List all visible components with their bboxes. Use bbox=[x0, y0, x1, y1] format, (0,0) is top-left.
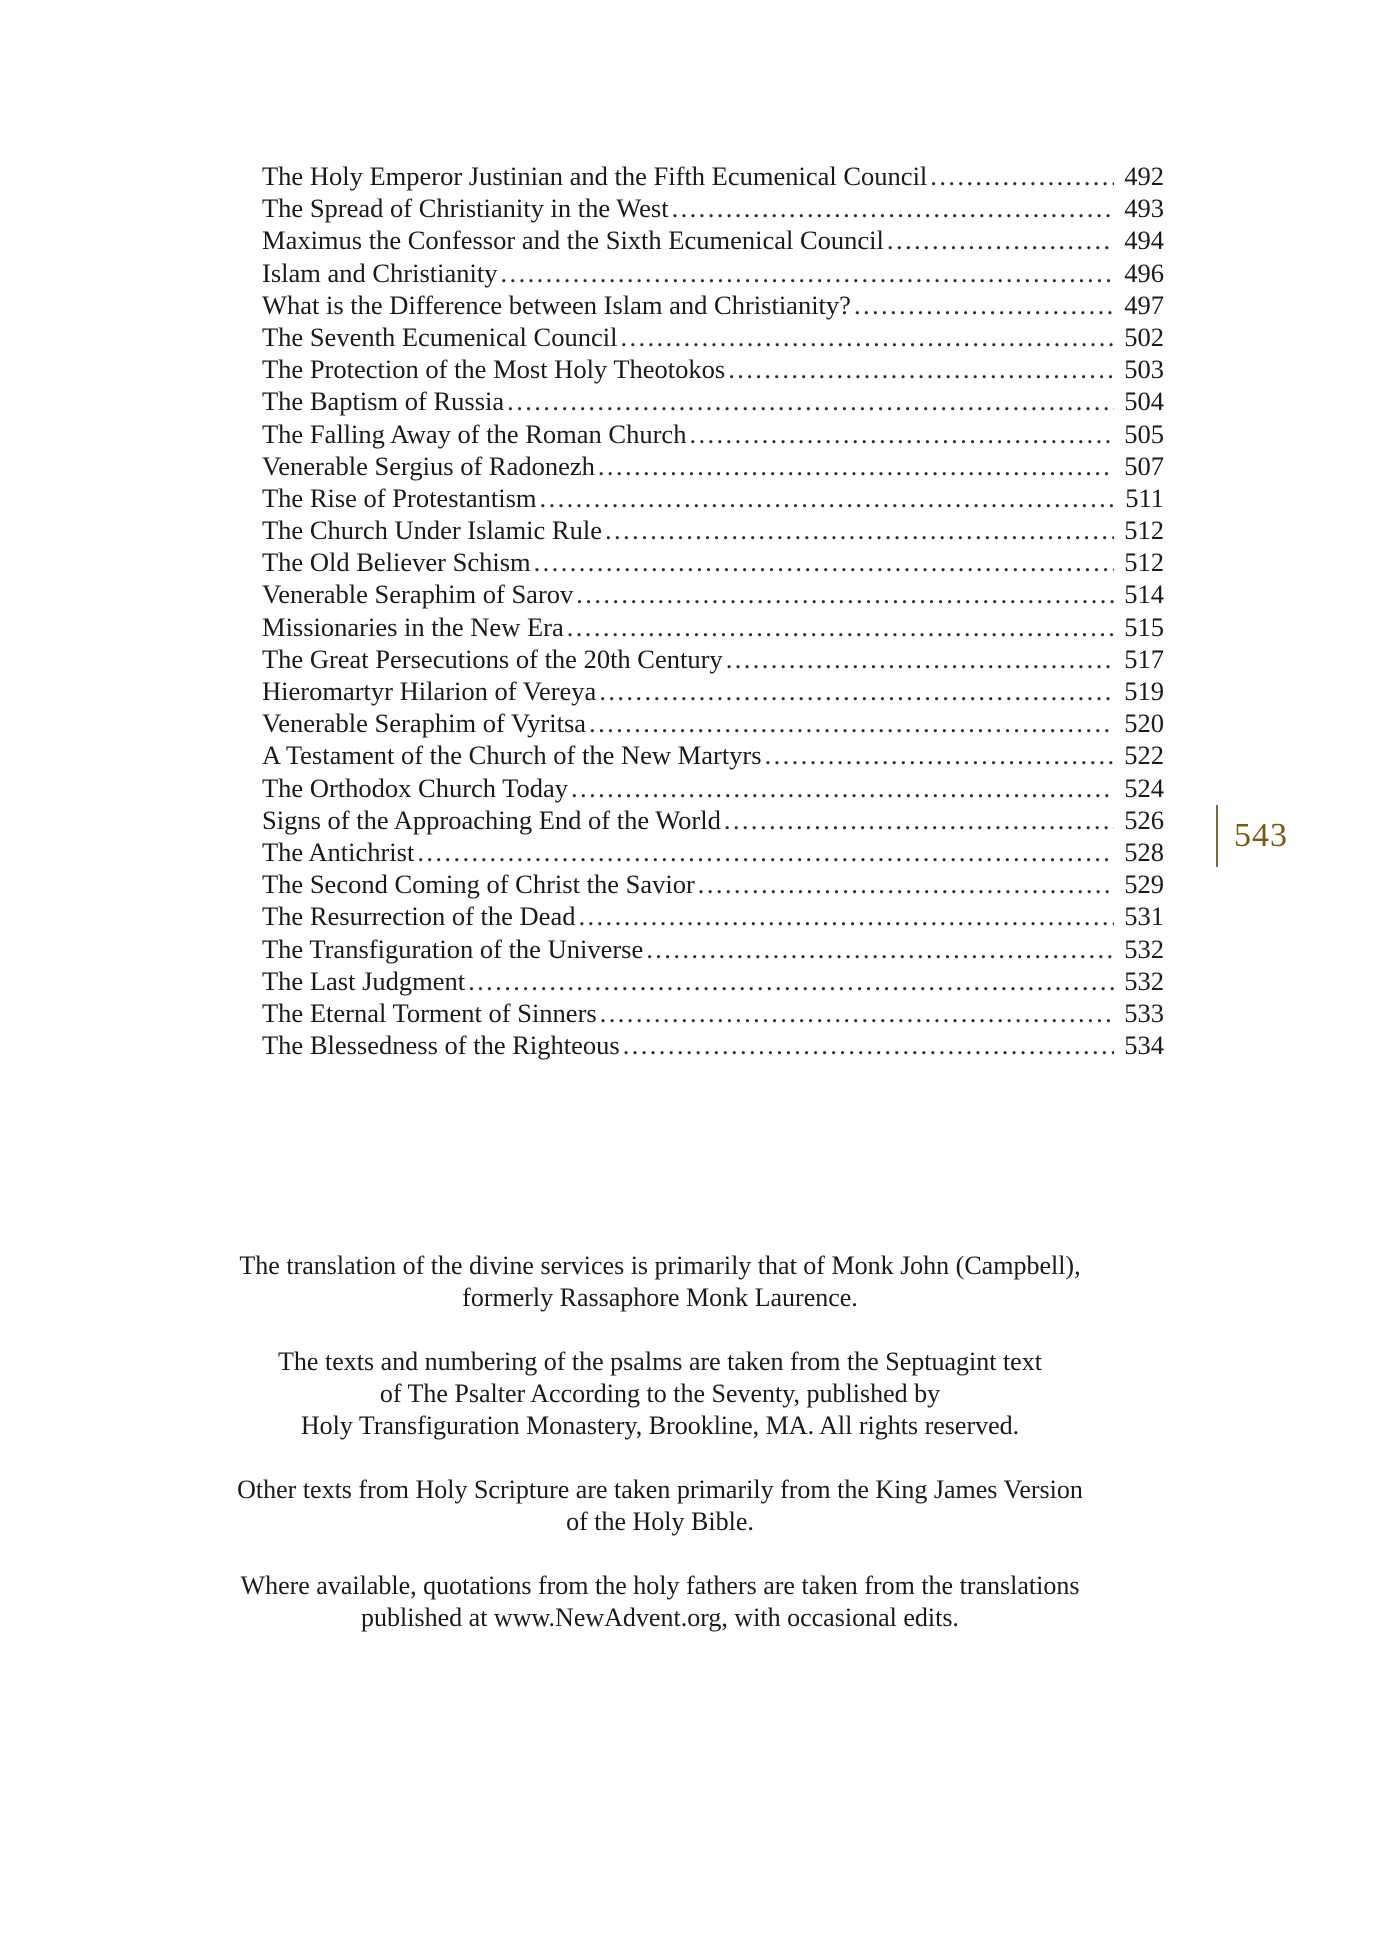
page-marker bbox=[1216, 805, 1288, 867]
toc-entry bbox=[262, 868, 1164, 900]
toc-entry-page: 526 bbox=[1124, 804, 1164, 835]
toc-entry-title: The Holy Emperor Justinian and the Fifth Ecumenical Council bbox=[262, 161, 928, 191]
note-paragraph bbox=[140, 1346, 1180, 1442]
toc-entry bbox=[262, 900, 1164, 932]
note-line: The texts and numbering of the psalms are taken from the Septuagint text bbox=[278, 1347, 1042, 1376]
dot-leader bbox=[854, 289, 1114, 321]
page-number: 543 bbox=[1234, 817, 1288, 854]
toc-entry bbox=[262, 289, 1164, 321]
toc-entry-page: 517 bbox=[1124, 643, 1164, 674]
toc-entry-page: 505 bbox=[1124, 418, 1164, 449]
toc-entry bbox=[262, 224, 1164, 256]
toc-entry-page: 531 bbox=[1124, 901, 1164, 932]
toc-entry bbox=[262, 578, 1164, 610]
dot-leader bbox=[417, 836, 1114, 868]
toc-entry bbox=[262, 611, 1164, 643]
toc-entry-page: 496 bbox=[1124, 257, 1164, 288]
toc-entry-page: 507 bbox=[1124, 450, 1164, 481]
toc-entry-title: Maximus the Confessor and the Sixth Ecumenical Council bbox=[262, 225, 884, 256]
toc-entry-title: Hieromartyr Hilarion of Vereya bbox=[262, 676, 597, 706]
dot-leader bbox=[726, 643, 1114, 675]
toc-entry bbox=[262, 257, 1164, 289]
toc-entry-page: 512 bbox=[1124, 515, 1164, 546]
note-line: of the Holy Bible. bbox=[566, 1507, 754, 1536]
toc-entry-page: 515 bbox=[1124, 611, 1164, 642]
toc-entry-page: 532 bbox=[1124, 965, 1164, 996]
note-paragraph bbox=[140, 1474, 1180, 1538]
toc-entry-title: Venerable Sergius of Radonezh bbox=[262, 450, 595, 481]
toc-entry bbox=[262, 192, 1164, 224]
toc-entry-page: 529 bbox=[1124, 869, 1164, 900]
dot-leader bbox=[724, 804, 1114, 836]
dot-leader bbox=[930, 160, 1114, 192]
note-line: of The Psalter According to the Seventy, published by bbox=[379, 1379, 941, 1408]
toc-entry-title: A Testament of the Church of the New Martyrs bbox=[262, 740, 762, 771]
toc-entry-title: Missionaries in the New Era bbox=[262, 611, 564, 642]
toc-entry-title: Venerable Seraphim of Sarov bbox=[262, 579, 574, 610]
note-line: formerly Rassaphore Monk Laurence. bbox=[462, 1283, 858, 1312]
toc-entry bbox=[262, 353, 1164, 385]
dot-leader bbox=[468, 965, 1114, 997]
note-paragraph bbox=[140, 1570, 1180, 1634]
toc-entry-page: 492 bbox=[1124, 161, 1164, 191]
note-line: Holy Transfiguration Monastery, Brookline, MA. All rights reserved. bbox=[300, 1411, 1020, 1440]
toc-entry bbox=[262, 675, 1164, 707]
toc-entry bbox=[262, 997, 1164, 1029]
toc-entry-title: The Blessedness of the Righteous bbox=[262, 1030, 620, 1061]
dot-leader bbox=[589, 707, 1114, 739]
toc-entry bbox=[262, 418, 1164, 450]
toc-entry bbox=[262, 643, 1164, 675]
toc-entry-title: Venerable Seraphim of Vyritsa bbox=[262, 708, 587, 739]
toc-entry-title: The Second Coming of Christ the Savior bbox=[262, 869, 695, 900]
dot-leader bbox=[672, 192, 1114, 224]
toc-entry-title: The Seventh Ecumenical Council bbox=[262, 321, 618, 352]
toc-entry-page: 502 bbox=[1124, 321, 1164, 352]
dot-leader bbox=[765, 739, 1114, 771]
toc-entry bbox=[262, 450, 1164, 482]
toc-entry-title: The Orthodox Church Today bbox=[262, 772, 569, 803]
dot-leader bbox=[689, 418, 1114, 450]
toc-entry-page: 534 bbox=[1124, 1030, 1164, 1061]
dot-leader bbox=[501, 257, 1114, 289]
toc-entry-title: The Eternal Torment of Sinners bbox=[262, 997, 597, 1028]
toc-entry bbox=[262, 965, 1164, 997]
toc-entry-page: 494 bbox=[1124, 225, 1164, 256]
toc-entry-title: The Rise of Protestantism bbox=[262, 482, 537, 513]
toc-entry-page: 512 bbox=[1124, 547, 1164, 578]
dot-leader bbox=[578, 900, 1114, 932]
dot-leader bbox=[598, 450, 1114, 482]
toc-entry bbox=[262, 1029, 1164, 1061]
dot-leader bbox=[576, 578, 1114, 610]
toc-entry-page: 514 bbox=[1124, 579, 1164, 610]
dot-leader bbox=[646, 933, 1114, 965]
note-line: published at www.NewAdvent.org, with occasional edits. bbox=[361, 1603, 959, 1632]
toc-entry-page: 497 bbox=[1124, 289, 1164, 320]
toc-entry bbox=[262, 482, 1164, 514]
toc-entry-title: Signs of the Approaching End of the World bbox=[262, 804, 721, 835]
toc-entry-title: The Transfiguration of the Universe bbox=[262, 933, 644, 964]
dot-leader bbox=[698, 868, 1114, 900]
dot-leader bbox=[620, 321, 1114, 353]
toc-entry-title: What is the Difference between Islam and Christianity? bbox=[262, 289, 851, 320]
note-line: Where available, quotations from the holy fathers are taken from the translations bbox=[240, 1571, 1080, 1600]
toc-entry-page: 528 bbox=[1124, 836, 1164, 867]
note-line: The translation of the divine services is primarily that of Monk John (Campbell), bbox=[239, 1251, 1081, 1280]
toc-entry bbox=[262, 707, 1164, 739]
toc-entry-title: The Great Persecutions of the 20th Century bbox=[262, 643, 723, 674]
toc-entry-page: 533 bbox=[1124, 997, 1164, 1028]
toc-entry-title: The Antichrist bbox=[262, 836, 415, 867]
dot-leader bbox=[887, 224, 1114, 256]
toc-entry bbox=[262, 546, 1164, 578]
dot-leader bbox=[600, 997, 1114, 1029]
note-paragraph bbox=[140, 1250, 1180, 1314]
toc-entry-title: The Resurrection of the Dead bbox=[262, 901, 576, 932]
dot-leader bbox=[534, 546, 1114, 578]
toc-entry bbox=[262, 321, 1164, 353]
toc-entry-page: 524 bbox=[1124, 772, 1164, 803]
toc-entry-page: 519 bbox=[1124, 676, 1164, 706]
toc-entry-title: The Baptism of Russia bbox=[262, 386, 505, 417]
copyright-notes bbox=[140, 1250, 1180, 1666]
dot-leader bbox=[728, 353, 1114, 385]
toc-entry bbox=[262, 385, 1164, 417]
dot-leader bbox=[507, 385, 1114, 417]
toc-entry-title: The Falling Away of the Roman Church bbox=[262, 418, 687, 449]
toc-entry-page: 520 bbox=[1124, 708, 1164, 739]
dot-leader bbox=[599, 675, 1114, 707]
dot-leader bbox=[605, 514, 1114, 546]
toc-entry-page: 504 bbox=[1124, 386, 1164, 417]
toc-entry bbox=[262, 160, 1164, 192]
toc-entry-page: 511 bbox=[1125, 482, 1164, 513]
toc-entry-title: The Protection of the Most Holy Theotokos bbox=[262, 354, 726, 385]
toc-entry-page: 493 bbox=[1124, 193, 1164, 224]
toc-entry bbox=[262, 836, 1164, 868]
dot-leader bbox=[540, 482, 1114, 514]
toc-entry-title: The Old Believer Schism bbox=[262, 547, 531, 578]
note-line: Other texts from Holy Scripture are taken primarily from the King James Version bbox=[237, 1475, 1083, 1504]
toc-entry bbox=[262, 772, 1164, 804]
dot-leader bbox=[567, 611, 1114, 643]
table-of-contents bbox=[262, 160, 1164, 1061]
dot-leader bbox=[623, 1029, 1114, 1061]
toc-entry bbox=[262, 804, 1164, 836]
toc-entry-page: 522 bbox=[1124, 740, 1164, 771]
toc-entry-page: 503 bbox=[1124, 354, 1164, 385]
toc-entry-title: The Last Judgment bbox=[262, 965, 466, 996]
toc-entry-title: The Church Under Islamic Rule bbox=[262, 515, 602, 546]
toc-entry bbox=[262, 739, 1164, 771]
toc-entry-page: 532 bbox=[1124, 933, 1164, 964]
toc-entry bbox=[262, 514, 1164, 546]
toc-entry bbox=[262, 933, 1164, 965]
toc-entry-title: Islam and Christianity bbox=[262, 257, 498, 288]
dot-leader bbox=[571, 772, 1114, 804]
toc-entry-title: The Spread of Christianity in the West bbox=[262, 193, 669, 224]
